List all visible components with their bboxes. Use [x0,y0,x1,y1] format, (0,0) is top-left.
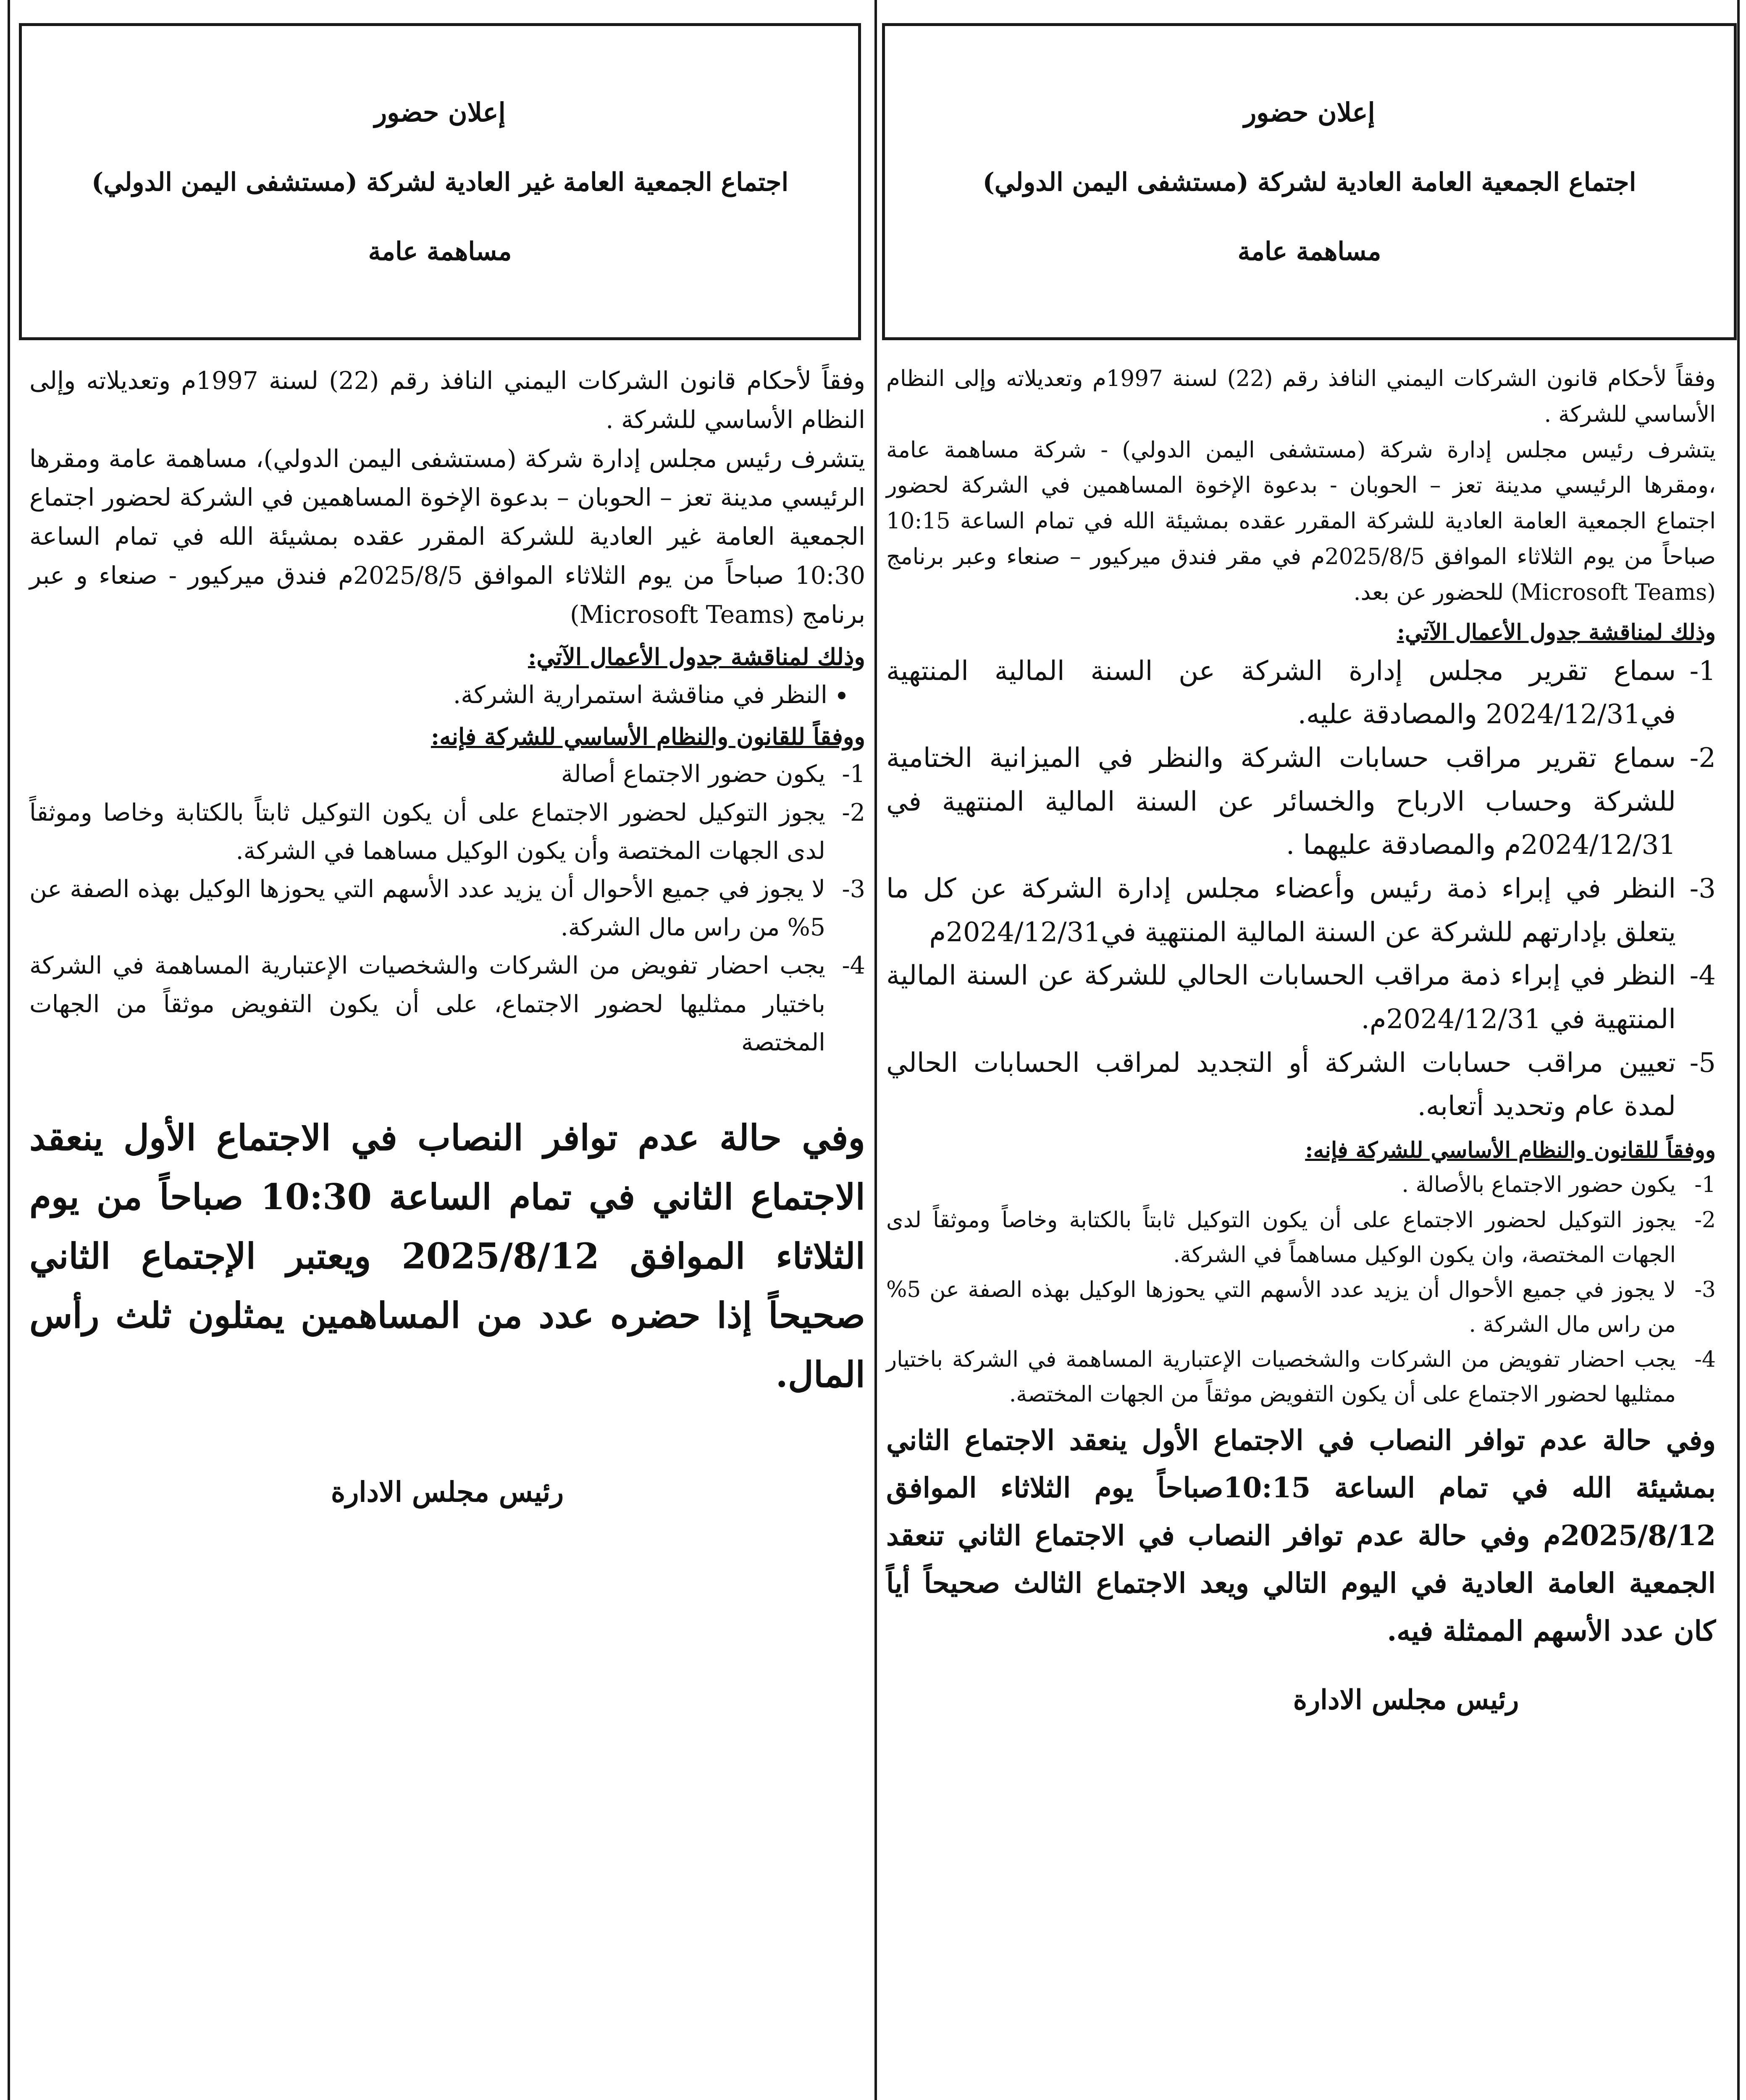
right-header-company-type: مساهمة عامة [1237,237,1381,266]
right-signature: رئيس مجلس الادارة [1293,1684,1519,1716]
rule-item: 4- يجب احضار تفويض من الشركات والشخصيات الإعتبارية المساهمة في الشركة باختيار ممثليها لحضور الاجتماع، على أن يكون التفويض موثقاً من الجهات المختصة [29,952,865,1056]
right-notice-header [882,23,1737,340]
agenda-item: 3- النظر في إبراء ذمة رئيس وأعضاء مجلس إدارة الشركة عن كل ما يتعلق بإدارتهم للشركة عن السنة المالية المنتهية في2024/12/31م [886,873,1716,948]
column-rule-left [8,0,10,2100]
left-header-title: إعلان حضور [374,97,506,128]
agenda-item: 2- سماع تقرير مراقب حسابات الشركة والنظر في الميزانية الختامية للشركة وحساب الارباح والخسائر عن السنة المالية المنتهية في 2024/12/31م والمصادقة عليهما . [886,743,1716,861]
right-invitation: يتشرف رئيس مجلس إدارة شركة (مستشفى اليمن الدولي) - شركة مساهمة عامة ،ومقرها الرئيسي مدينة تعز – الحوبان - بدعوة الإخوة المساهمين في الشركة لحضور اجتماع الجمعية العامة العادية للشركة المقرر عقده بمشيئة الله في تمام الساعة 10:15 صباحاً من يوم الثلاثاء الموافق 2025/8/5م في مقر فندق ميركيور – صنعاء وعبر برنامج (Microsoft Teams) للحضور عن بعد. [886,437,1716,605]
left-agenda-list [29,675,865,714]
left-header-meeting: اجتماع الجمعية العامة غير العادية لشركة (مستشفى اليمن الدولي) [91,168,789,197]
right-header-meeting: اجتماع الجمعية العامة العادية لشركة (مستشفى اليمن الدولي) [982,168,1636,197]
column-rule-right [1737,0,1740,2100]
rule-item: 4- يجب احضار تفويض من الشركات والشخصيات الإعتبارية المساهمة في الشركة باختيار ممثليها لحضور الاجتماع على أن يكون التفويض موثقاً من الجهات المختصة. [886,1347,1716,1407]
rule-item: 1- يكون حضور الاجتماع بالأصالة . [1402,1172,1716,1198]
right-rules-list [886,1168,1716,1412]
right-intro: وفقاً لأحكام قانون الشركات اليمني النافذ رقم (22) لسنة 1997م وتعديلاته وإلى النظام الأساسي للشركة . [886,366,1716,427]
agenda-item: 5- تعيين مراقب حسابات الشركة أو التجديد لمراقب الحسابات الحالي لمدة عام وتحديد أتعابه. [886,1047,1716,1122]
left-signature: رئيس مجلس الادارة [331,1475,564,1509]
left-quorum-paragraph: وفي حالة عدم توافر النصاب في الاجتماع الأول ينعقد الاجتماع الثاني في تمام الساعة 10:30 صباحاً من يوم الثلاثاء الموافق 2025/8/12 ويعتبر الإجتماع الثاني صحيحاً إذا حضره عدد من المساهمين يمثلون ثلث رأس المال. [29,1116,865,1396]
rule-item: 2- يجوز التوكيل لحضور الاجتماع على أن يكون التوكيل ثابتاً بالكتابة وخاصاً وموثقاً لدى الجهات المختصة، وان يكون الوكيل مساهماً في الشركة. [886,1207,1716,1268]
left-agenda-title: وذلك لمناقشة جدول الأعمال الآتي: [528,643,865,670]
left-notice-header [19,23,861,340]
rule-item: 1- يكون حضور الاجتماع أصالة [561,760,865,788]
right-agenda-list [886,650,1716,1129]
rule-item: 3- لا يجوز في جميع الأحوال أن يزيد عدد الأسهم التي يحوزها الوكيل بهذه الصفة عن 5% من راس مال الشركة. [29,875,865,942]
left-rules-list [29,755,865,1062]
right-notice-body [886,361,1716,1716]
column-rule-middle [874,0,877,2100]
left-invitation: يتشرف رئيس مجلس إدارة شركة (مستشفى اليمن الدولي)، مساهمة عامة ومقرها الرئيسي مدينة تعز – الحوبان – بدعوة الإخوة المساهمين في الشركة لحضور اجتماع الجمعية العامة غير العادية للشركة المقرر عقده بمشيئة الله في تمام الساعة 10:30 صباحاً من يوم الثلاثاء الموافق 2025/8/5م فندق ميركيور - صنعاء و عبر برنامج (Microsoft Teams) [29,444,865,629]
right-quorum-paragraph: وفي حالة عدم توافر النصاب في الاجتماع الأول ينعقد الاجتماع الثاني بمشيئة الله في تمام الساعة 10:15صباحاً يوم الثلاثاء الموافق 2025/8/12م وفي حالة عدم توافر النصاب في الاجتماع الثاني تنعقد الجمعية العامة العادية في اليوم التالي ويعد الاجتماع الثالث صحيحاً أياً كان عدد الأسهم الممثلة فيه. [886,1423,1716,1647]
rule-item: 2- يجوز التوكيل لحضور الاجتماع على أن يكون التوكيل ثابتاً بالكتابة وخاصا وموثقاً لدى الجهات المختصة وأن يكون الوكيل مساهما في الشركة. [29,798,865,865]
rule-item: 3- لا يجوز في جميع الأحوال أن يزيد عدد الأسهم التي يحوزها الوكيل بهذه الصفة عن 5% من راس مال الشركة . [886,1277,1716,1338]
agenda-item: • النظر في مناقشة استمرارية الشركة. [29,675,827,714]
right-rules-title: ووفقاً للقانون والنظام الأساسي للشركة فإنه: [1305,1137,1716,1163]
left-header-company-type: مساهمة عامة [368,237,512,266]
left-notice-body [29,361,865,1508]
right-header-title: إعلان حضور [1244,97,1375,128]
left-intro: وفقاً لأحكام قانون الشركات اليمني النافذ رقم (22) لسنة 1997م وتعديلاته وإلى النظام الأساسي للشركة . [29,366,865,434]
left-rules-title: ووفقاً للقانون والنظام الأساسي للشركة فإنه: [431,723,865,751]
right-agenda-title: وذلك لمناقشة جدول الأعمال الآتي: [1397,619,1716,645]
agenda-item: 1- سماع تقرير مجلس إدارة الشركة عن السنة المالية المنتهية في2024/12/31 والمصادقة عليه. [886,655,1716,730]
agenda-item: 4- النظر في إبراء ذمة مراقب الحسابات الحالي للشركة عن السنة المالية المنتهية في 2024/12/31م. [886,960,1716,1035]
